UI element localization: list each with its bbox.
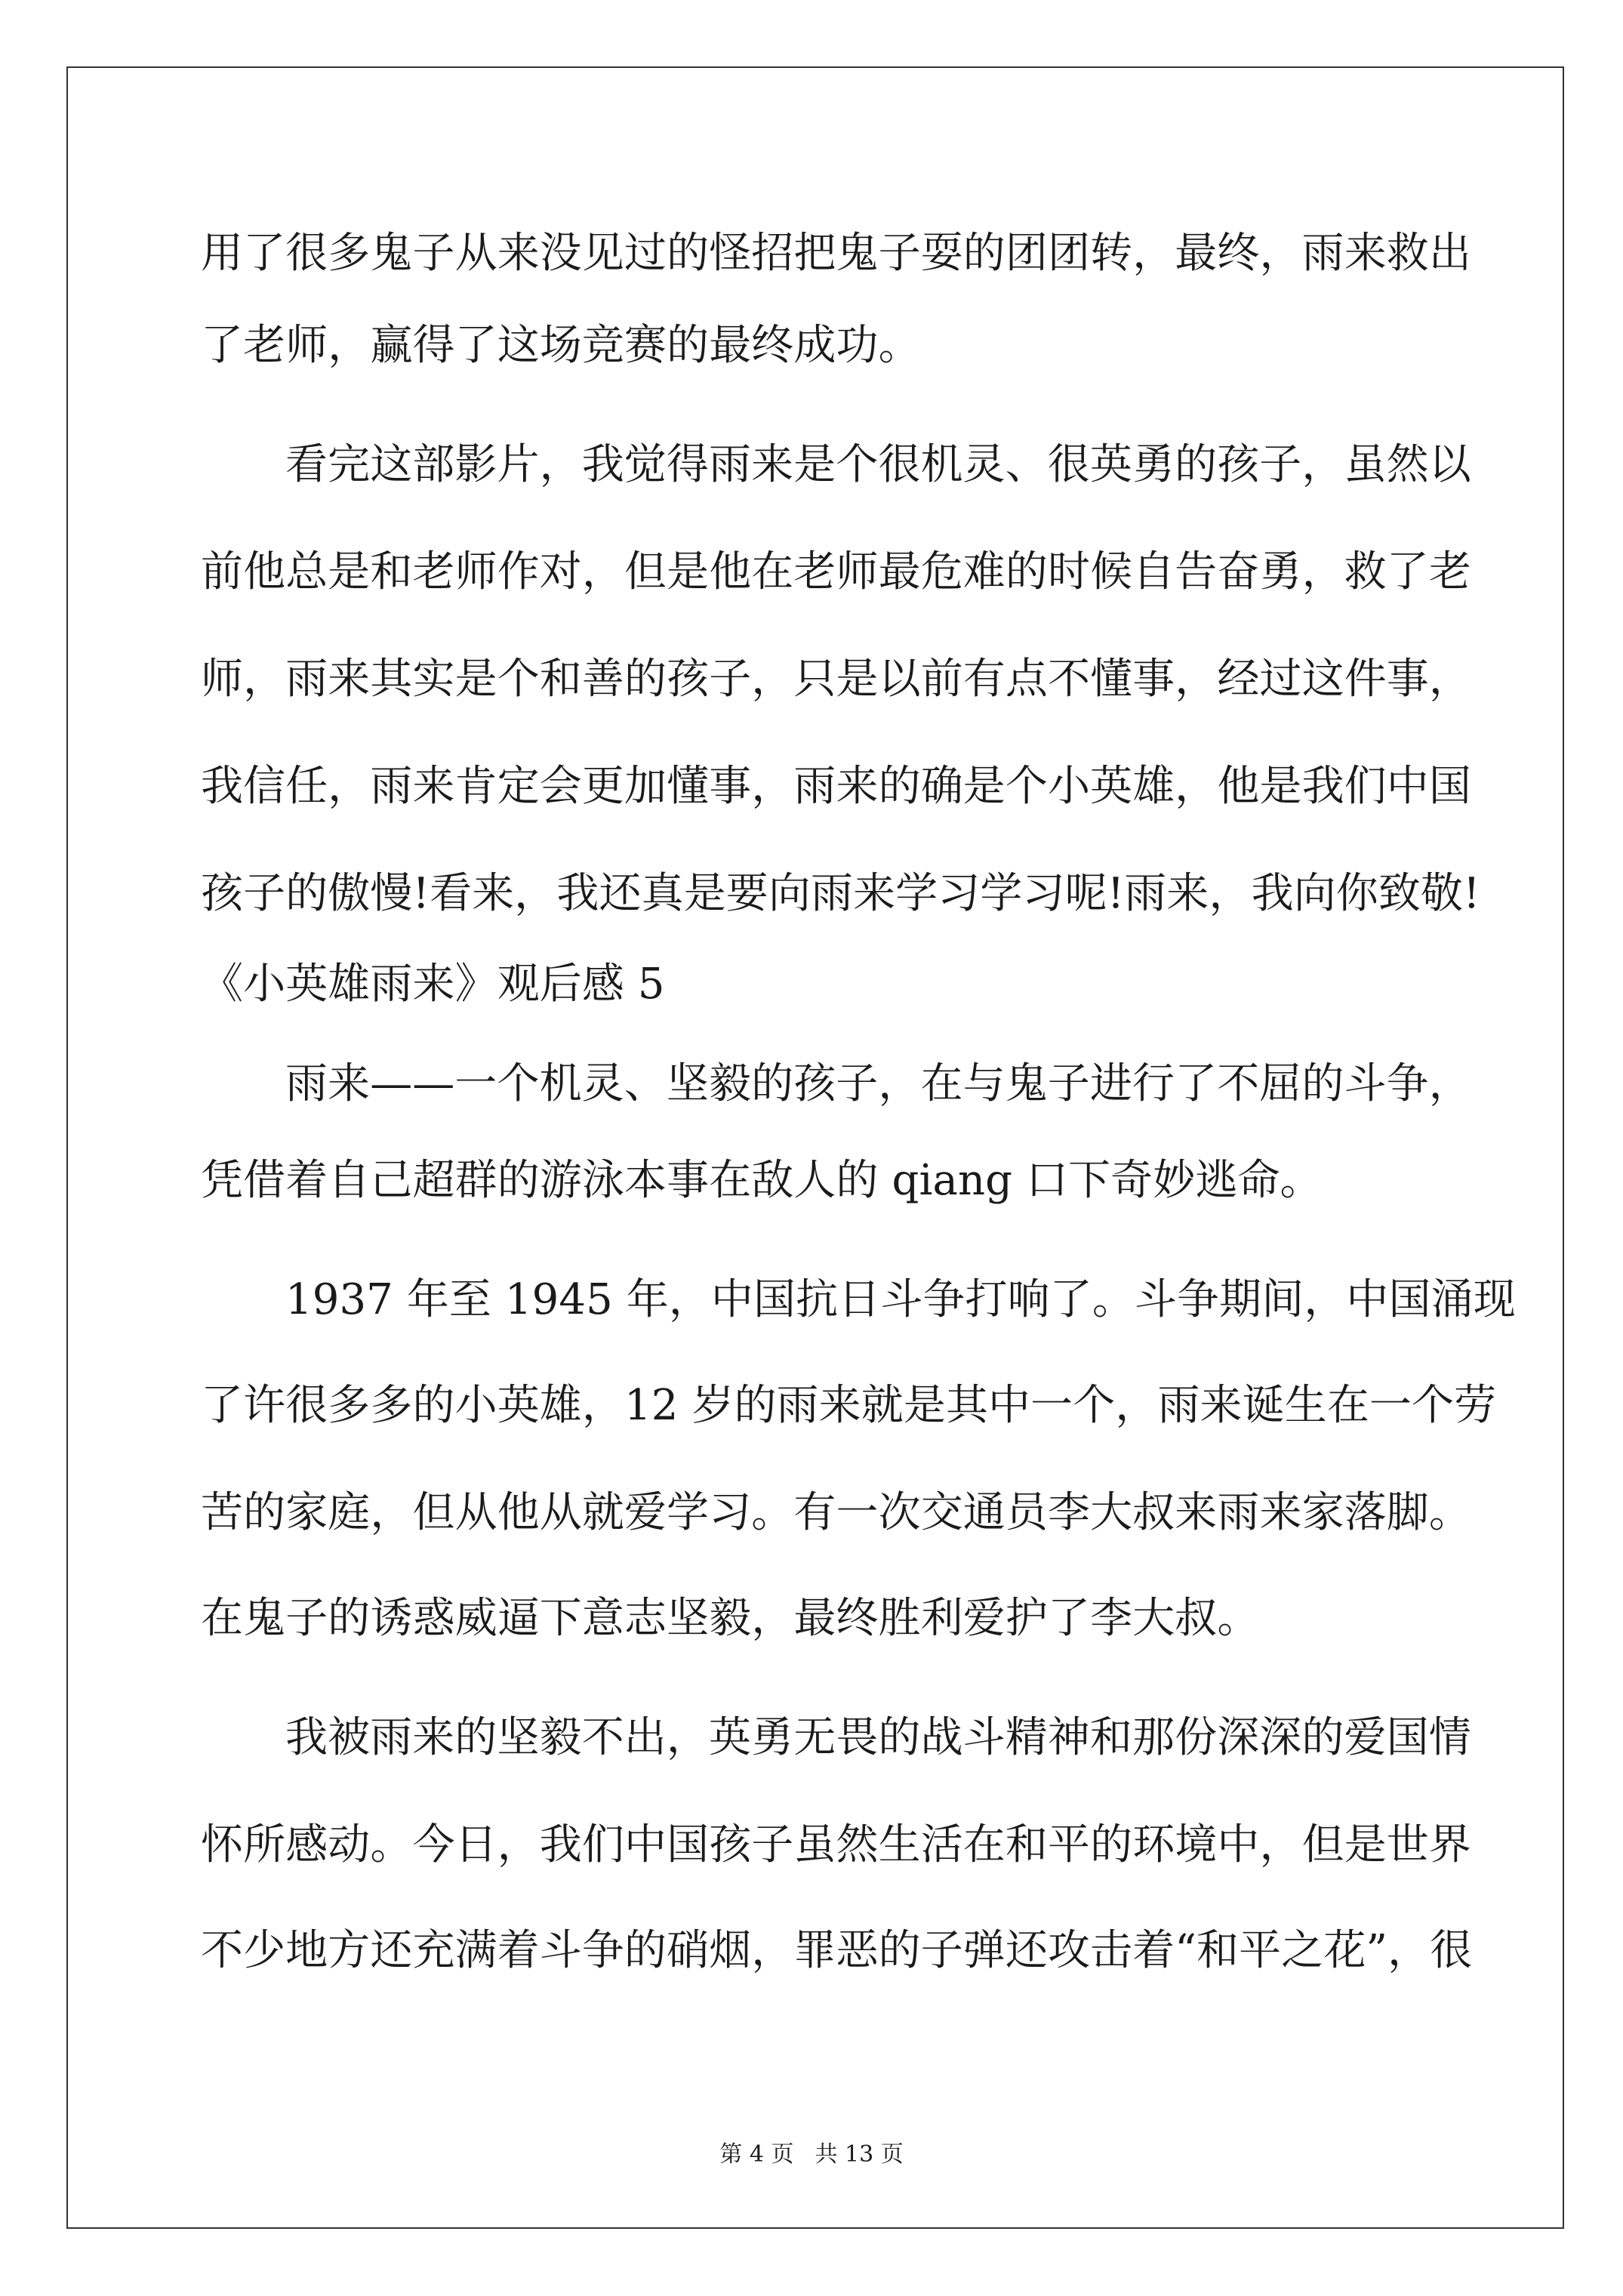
paragraph-start-line: 雨来——一个机灵、坚毅的孩子，在与鬼子进行了不屈的斗争， [285,1059,1471,1108]
page-total: 共 13 页 [815,2141,904,2168]
text-line: 了老师，赢得了这场竞赛的最终成功。 [201,321,921,370]
text-line: 孩子的傲慢!看来，我还真是要向雨来学习学习呢!雨来，我向你致敬! [201,869,1480,918]
text-line: 凭借着自己超群的游泳本事在敌人的 qiang 口下奇妙逃命。 [201,1156,1323,1205]
paragraph-start-line: 看完这部影片，我觉得雨来是个很机灵、很英勇的孩子，虽然以 [285,440,1471,489]
text-line: 前他总是和老师作对，但是他在老师最危难的时候自告奋勇，救了老 [201,547,1471,596]
text-line: 不少地方还充满着斗争的硝烟，罪恶的子弹还攻击着“和平之花”，很 [201,1926,1473,1975]
text-line: 用了很多鬼子从来没见过的怪招把鬼子耍的团团转，最终，雨来救出 [201,229,1471,278]
text-line: 师，雨来其实是个和善的孩子，只是以前有点不懂事，经过这件事， [201,655,1471,704]
page-frame [66,66,1564,2229]
paragraph-start-line: 我被雨来的坚毅不出，英勇无畏的战斗精神和那份深深的爱国情 [285,1713,1471,1762]
page-footer [0,2140,1623,2170]
paragraph-start-line: 1937 年至 1945 年，中国抗日斗争打响了。斗争期间，中国涌现 [285,1275,1516,1324]
text-line: 苦的家庭，但从他从就爱学习。有一次交通员李大叔来雨来家落脚。 [201,1488,1471,1537]
text-line: 怀所感动。今日，我们中国孩子虽然生活在和平的环境中，但是世界 [201,1820,1471,1869]
text-line: 我信任，雨来肯定会更加懂事，雨来的确是个小英雄，他是我们中国 [201,762,1471,811]
text-line: 了许很多多的小英雄，12 岁的雨来就是其中一个，雨来诞生在一个劳 [201,1381,1497,1430]
text-line: 在鬼子的诱惑威逼下意志坚毅，最终胜利爱护了李大叔。 [201,1594,1260,1643]
page-number: 第 4 页 [719,2141,794,2168]
section-heading: 《小英雄雨来》观后感 5 [201,960,665,1009]
